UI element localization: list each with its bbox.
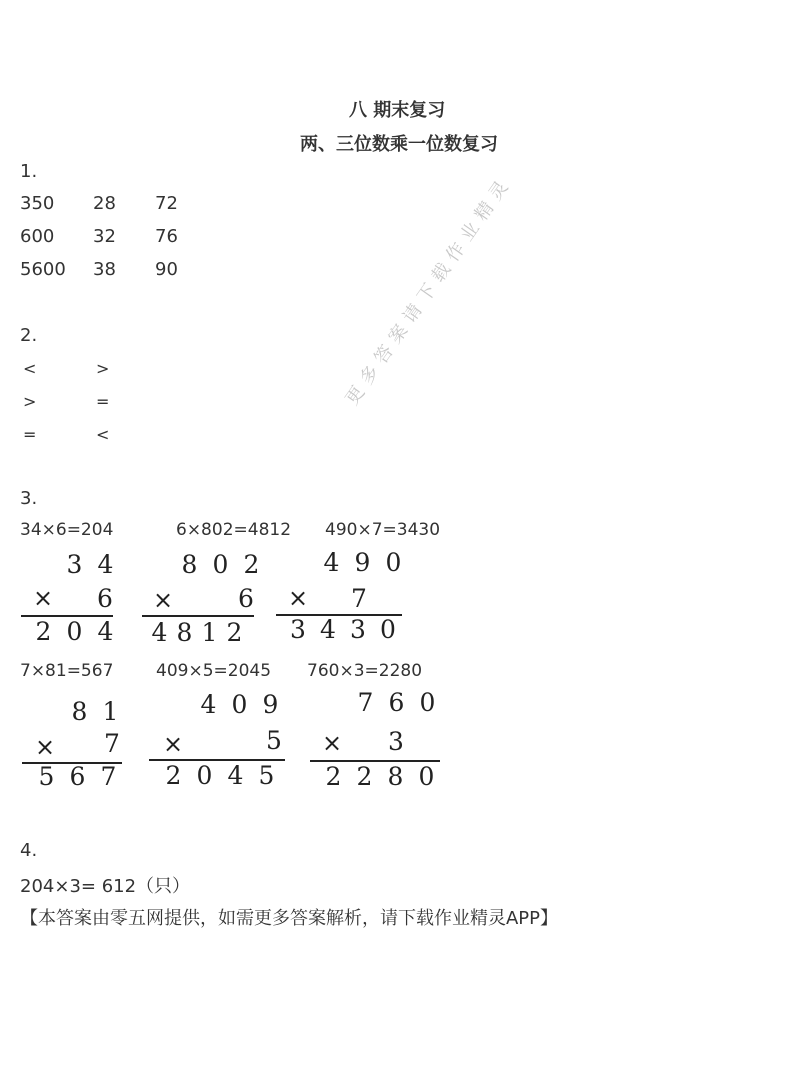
multiplier: 5 <box>266 726 282 755</box>
section-subtitle: 两、三位数乘一位数复习 <box>300 134 498 155</box>
q1-cell: 76 <box>155 226 178 247</box>
chapter-title: 八 期末复习 <box>349 100 446 121</box>
product: 3 4 3 0 <box>290 615 396 644</box>
q3-equation: 7×81=567 <box>20 661 114 681</box>
q1-cell: 350 <box>20 193 55 214</box>
q2-symbol: < <box>96 425 110 444</box>
q1-cell: 32 <box>93 226 116 247</box>
q3-equation: 409×5=2045 <box>156 661 272 681</box>
product: 2 2 8 0 <box>325 762 435 791</box>
product: 2 0 4 5 <box>165 761 275 790</box>
q1-label: 1. <box>20 161 38 182</box>
product: 2 0 4 <box>35 617 114 646</box>
q1-cell: 28 <box>93 193 116 214</box>
source-note: 【本答案由零五网提供，如需更多答案解析，请下载作业精灵APP】 <box>20 908 559 929</box>
q2-symbol: > <box>96 359 110 378</box>
times-sign: × <box>163 730 184 758</box>
times-sign: × <box>33 584 54 612</box>
sum-line <box>142 615 254 617</box>
times-sign: × <box>35 733 56 761</box>
q2-symbol: < <box>23 359 37 378</box>
multiplicand: 3 4 <box>66 550 114 579</box>
multiplier: 7 <box>104 729 120 758</box>
multiplicand: 4 9 0 <box>323 548 402 577</box>
product: 4 8 1 2 <box>151 618 243 647</box>
multiplier: 3 <box>388 727 404 756</box>
q3-equation: 6×802=4812 <box>176 520 292 540</box>
q1-cell: 90 <box>155 259 178 280</box>
multiplicand: 4 0 9 <box>200 690 279 719</box>
watermark-text: 更多答案请下载作业精灵 <box>341 171 517 410</box>
product: 5 6 7 <box>38 762 117 791</box>
q2-label: 2. <box>20 325 38 346</box>
multiplier: 6 <box>97 584 113 613</box>
q3-equation: 34×6=204 <box>20 520 114 540</box>
multiplicand: 8 0 2 <box>181 550 260 579</box>
times-sign: × <box>322 729 343 757</box>
q2-symbol: > <box>23 392 37 411</box>
q3-label: 3. <box>20 488 38 509</box>
multiplier: 6 <box>238 584 254 613</box>
q3-equation: 490×7=3430 <box>325 520 441 540</box>
q1-cell: 38 <box>93 259 116 280</box>
q2-symbol: = <box>23 425 37 444</box>
q1-cell: 72 <box>155 193 178 214</box>
multiplicand: 7 6 0 <box>357 688 436 717</box>
q1-cell: 600 <box>20 226 55 247</box>
times-sign: × <box>153 586 174 614</box>
q2-symbol: = <box>96 392 110 411</box>
q4-answer: 204×3= 612（只） <box>20 876 191 897</box>
q3-equation: 760×3=2280 <box>307 661 423 681</box>
times-sign: × <box>288 584 309 612</box>
q1-cell: 5600 <box>20 259 66 280</box>
q4-label: 4. <box>20 840 38 861</box>
multiplier: 7 <box>351 584 367 613</box>
multiplicand: 8 1 <box>71 697 119 726</box>
